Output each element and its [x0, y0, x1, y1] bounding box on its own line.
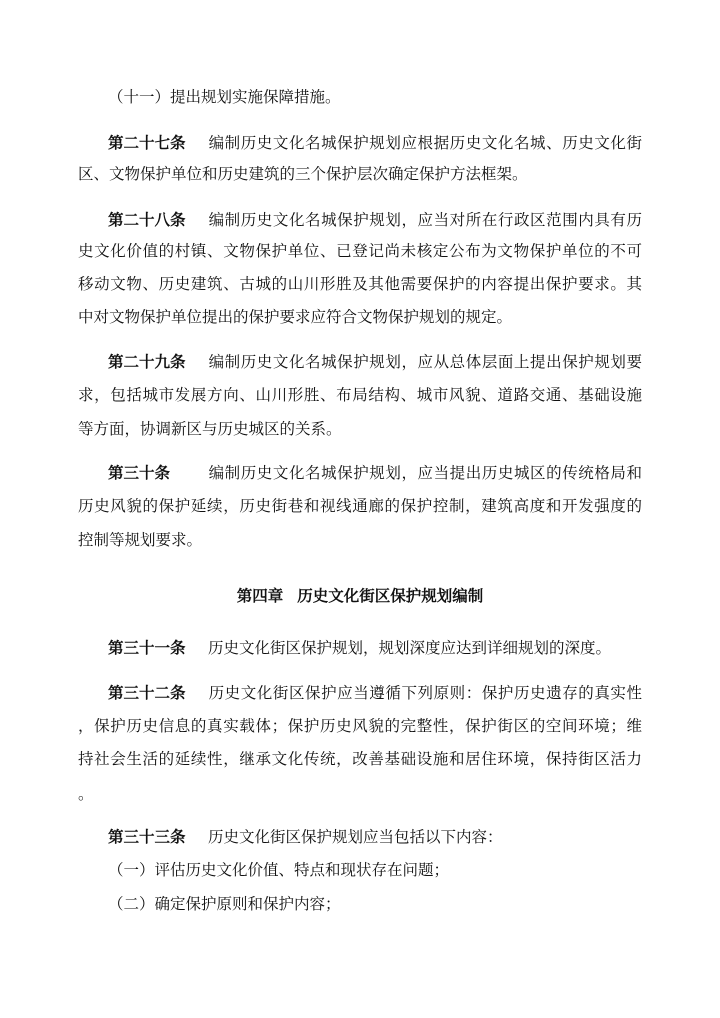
article-28-label: 第二十八条 [108, 210, 186, 229]
article-30-line-3: 控制等规划要求。 [78, 531, 203, 549]
article-29-line-3: 等方面，协调新区与历史城区的关系。 [78, 420, 342, 438]
article-32-line-4: 。 [78, 785, 94, 803]
article-33-item-2: （二）确定保护原则和保护内容； [108, 895, 341, 913]
article-32-line-3: 持社会生活的延续性，继承文化传统，改善基础设施和居住环境，保持街区活力 [78, 750, 642, 768]
article-30-text-1: 编制历史文化名城保护规划，应当提出历史城区的传统格局和 [208, 464, 642, 482]
article-30-label: 第三十条 [108, 463, 171, 482]
list-item-11: （十一）提出规划实施保障措施。 [108, 88, 341, 106]
article-27-text-1: 编制历史文化名城保护规划应根据历史文化名城、历史文化街 [208, 134, 642, 152]
article-31-text-1: 历史文化街区保护规划，规划深度应达到详细规划的深度。 [208, 639, 612, 657]
article-33-label: 第三十三条 [108, 827, 186, 846]
article-28-line-3: 移动文物、历史建筑、古城的山川形胜及其他需要保护的内容提出保护要求。其 [78, 275, 642, 293]
article-30-line-2: 历史风貌的保护延续，历史街巷和视线通廊的保护控制，建筑高度和开发强度的 [78, 497, 642, 515]
article-29-label: 第二十九条 [108, 352, 186, 371]
article-33-line-1 [108, 826, 642, 848]
article-27-line-1 [108, 132, 642, 154]
article-32-text-1: 历史文化街区保护应当遵循下列原则：保护历史遗存的真实性 [208, 684, 642, 702]
chapter-number: 第四章 [236, 586, 284, 605]
article-28-text-1: 编制历史文化名城保护规划，应当对所在行政区范围内具有历 [208, 211, 642, 229]
chapter-title: 历史文化街区保护规划编制 [297, 586, 484, 605]
article-29-line-2: 求，包括城市发展方向、山川形胜、布局结构、城市风貌、道路交通、基础设施 [78, 386, 642, 404]
article-29-line-1 [108, 351, 642, 373]
article-32-label: 第三十二条 [108, 683, 186, 702]
article-28-line-4: 中对文物保护单位提出的保护要求应符合文物保护规划的规定。 [78, 308, 513, 326]
article-32-line-1 [108, 682, 642, 704]
chapter-heading [0, 585, 720, 607]
article-27-label: 第二十七条 [108, 133, 186, 152]
article-27-line-2: 区、文物保护单位和历史建筑的三个保护层次确定保护方法框架。 [78, 165, 528, 183]
article-29-text-1: 编制历史文化名城保护规划，应从总体层面上提出保护规划要 [208, 353, 642, 371]
article-33-text-1: 历史文化街区保护规划应当包括以下内容： [208, 828, 503, 846]
article-33-item-1: （一）评估历史文化价值、特点和现状存在问题； [108, 861, 450, 879]
article-32-line-2: ，保护历史信息的真实载体；保护历史风貌的完整性，保护街区的空间环境；维 [78, 717, 642, 735]
article-31-line-1 [108, 637, 642, 659]
article-30-line-1 [108, 462, 642, 484]
article-28-line-2: 史文化价值的村镇、文物保护单位、已登记尚未核定公布为文物保护单位的不可 [78, 242, 642, 260]
article-28-line-1 [108, 209, 642, 231]
article-31-label: 第三十一条 [108, 638, 186, 657]
